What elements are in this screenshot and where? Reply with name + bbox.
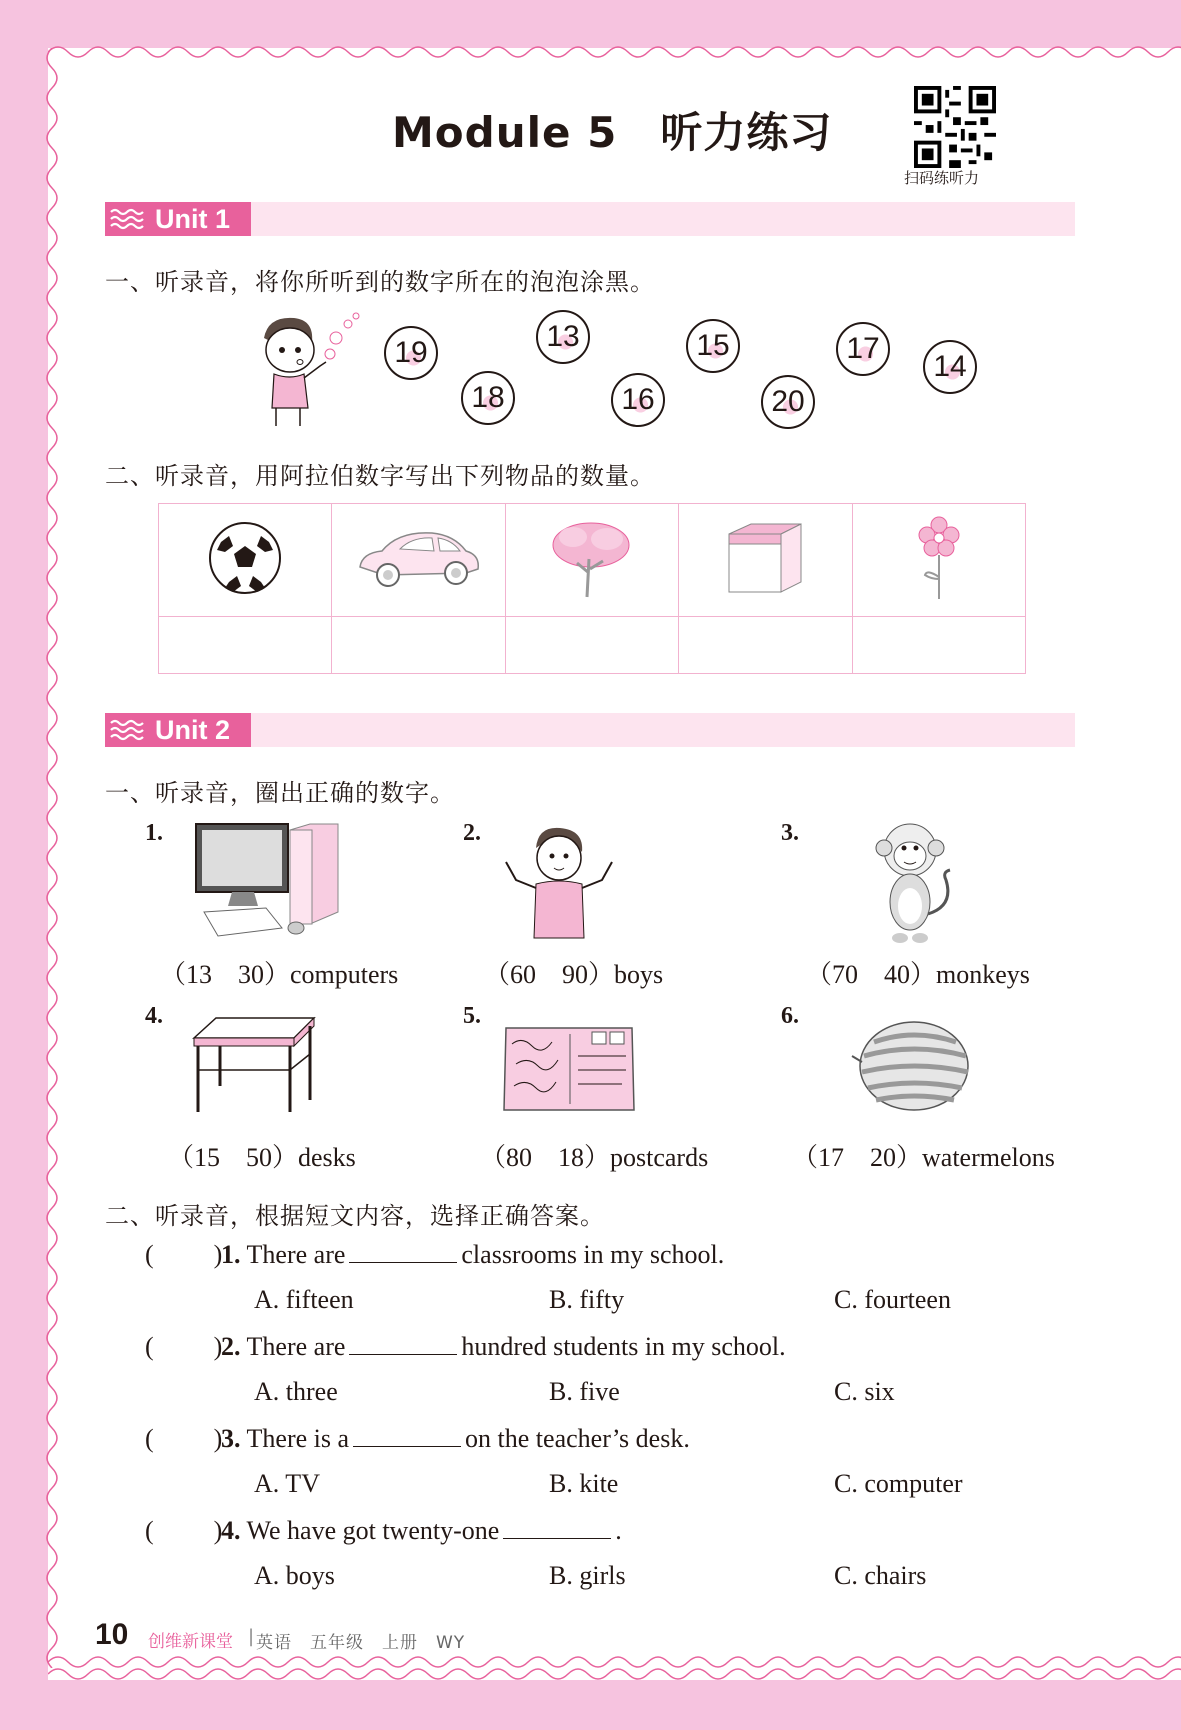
page-number: 10 — [95, 1618, 129, 1651]
question-number: 5. — [463, 1003, 481, 1029]
mcq-question — [145, 1332, 786, 1362]
postcard-icon — [502, 1024, 636, 1114]
flower-icon — [917, 515, 961, 601]
tree-icon — [547, 515, 637, 601]
wave-icon — [110, 719, 144, 741]
mcq-number: 4. — [221, 1516, 241, 1545]
question-number: 6. — [781, 1003, 799, 1029]
mcq-number: 1. — [221, 1240, 241, 1269]
count-table — [158, 503, 1026, 674]
mcq-text-after: classrooms in my school. — [461, 1240, 725, 1269]
qr-caption: 扫码练听力 — [904, 169, 980, 187]
unit2-section1-heading: 一、听录音，圈出正确的数字。 — [105, 779, 455, 807]
page-title: Module 5 听力练习 — [392, 108, 833, 157]
mcq-question — [145, 1424, 690, 1454]
paren-close: ) — [213, 1332, 223, 1361]
footer-info: 英语 五年级 上册 WY — [256, 1633, 466, 1653]
table-cell — [159, 504, 332, 617]
paren-close: ) — [213, 1240, 223, 1269]
question-caption: （15 50）desks — [168, 1143, 356, 1172]
footer-brand: 创维新课堂 — [148, 1632, 233, 1652]
option-c[interactable]: C. six — [834, 1377, 895, 1406]
unit2-header — [105, 713, 1075, 747]
unit1-section2-heading: 二、听录音，用阿拉伯数字写出下列物品的数量。 — [105, 462, 655, 490]
number-bubble[interactable]: 14 — [923, 340, 977, 394]
answer-cell[interactable] — [852, 617, 1025, 674]
option-c[interactable]: C. fourteen — [834, 1285, 951, 1314]
question-caption: （13 30）computers — [160, 960, 399, 989]
qr-code-icon[interactable] — [914, 86, 996, 168]
mcq-text-before: There is a — [246, 1424, 350, 1453]
answer-blank[interactable] — [353, 1424, 461, 1447]
car-icon — [354, 523, 484, 593]
desk-icon — [190, 1014, 320, 1116]
wavy-border-top — [48, 40, 1181, 62]
mcq-text-after: . — [615, 1516, 622, 1545]
question-caption: （60 90）boys — [484, 960, 664, 989]
question-number: 3. — [781, 820, 799, 846]
question-number: 2. — [463, 820, 481, 846]
footer-separator: | — [248, 1626, 255, 1647]
boy-blowing-bubbles-icon — [246, 308, 366, 428]
option-a[interactable]: A. three — [254, 1377, 338, 1406]
answer-blank[interactable] — [349, 1240, 457, 1263]
question-caption: （70 40）monkeys — [806, 960, 1030, 989]
paren-open: ( — [145, 1240, 154, 1269]
number-bubble[interactable]: 19 — [384, 326, 438, 380]
option-b[interactable]: B. five — [549, 1377, 620, 1406]
number-bubble[interactable]: 15 — [686, 319, 740, 373]
answer-cell[interactable] — [679, 617, 852, 674]
mcq-number: 2. — [221, 1332, 241, 1361]
mcq-text-before: There are — [246, 1240, 346, 1269]
option-a[interactable]: A. fifteen — [254, 1285, 354, 1314]
option-b[interactable]: B. girls — [549, 1561, 626, 1590]
watermelon-icon — [850, 1018, 972, 1114]
mcq-text-after: on the teacher’s desk. — [465, 1424, 690, 1453]
number-bubble[interactable]: 13 — [536, 310, 590, 364]
mcq-text-after: hundred students in my school. — [461, 1332, 786, 1361]
question-caption: （80 18）postcards — [480, 1143, 709, 1172]
answer-cell[interactable] — [505, 617, 678, 674]
mcq-question — [145, 1516, 622, 1546]
table-cell — [332, 504, 505, 617]
number-bubble[interactable]: 18 — [461, 371, 515, 425]
paren-open: ( — [145, 1516, 154, 1545]
option-c[interactable]: C. computer — [834, 1469, 963, 1498]
paren-close: ) — [213, 1516, 223, 1545]
wavy-border-left — [40, 48, 64, 1668]
answer-cell[interactable] — [332, 617, 505, 674]
wave-icon — [110, 208, 144, 230]
question-caption: （17 20）watermelons — [792, 1143, 1055, 1172]
number-bubble[interactable]: 20 — [761, 375, 815, 429]
option-a[interactable]: A. TV — [254, 1469, 320, 1498]
table-cell — [852, 504, 1025, 617]
paren-open: ( — [145, 1424, 154, 1453]
option-b[interactable]: B. kite — [549, 1469, 619, 1498]
unit1-label: Unit 1 — [155, 204, 231, 234]
wavy-border-bottom — [48, 1652, 1181, 1682]
mcq-text-before: We have got twenty-one — [246, 1516, 500, 1545]
paren-open: ( — [145, 1332, 154, 1361]
unit2-section2-heading: 二、听录音，根据短文内容，选择正确答案。 — [105, 1202, 605, 1230]
mcq-question — [145, 1240, 724, 1270]
unit1-section1-heading: 一、听录音，将你所听到的数字所在的泡泡涂黑。 — [105, 268, 655, 296]
boy-icon — [498, 822, 622, 940]
option-b[interactable]: B. fifty — [549, 1285, 625, 1314]
table-cell — [679, 504, 852, 617]
mcq-text-before: There are — [246, 1332, 346, 1361]
question-number: 1. — [145, 820, 163, 846]
unit1-header — [105, 202, 1075, 236]
paren-close: ) — [213, 1424, 223, 1453]
option-c[interactable]: C. chairs — [834, 1561, 927, 1590]
monkey-icon — [872, 818, 956, 946]
number-bubble[interactable]: 16 — [611, 373, 665, 427]
table-cell — [505, 504, 678, 617]
question-number: 4. — [145, 1003, 163, 1029]
number-bubble[interactable]: 17 — [836, 322, 890, 376]
option-a[interactable]: A. boys — [254, 1561, 335, 1590]
answer-blank[interactable] — [503, 1516, 611, 1539]
mcq-number: 3. — [221, 1424, 241, 1453]
computer-icon — [192, 820, 342, 945]
answer-blank[interactable] — [349, 1332, 457, 1355]
soccer-ball-icon — [207, 520, 283, 596]
unit2-label: Unit 2 — [155, 715, 231, 745]
answer-cell[interactable] — [159, 617, 332, 674]
box-icon — [725, 520, 805, 596]
